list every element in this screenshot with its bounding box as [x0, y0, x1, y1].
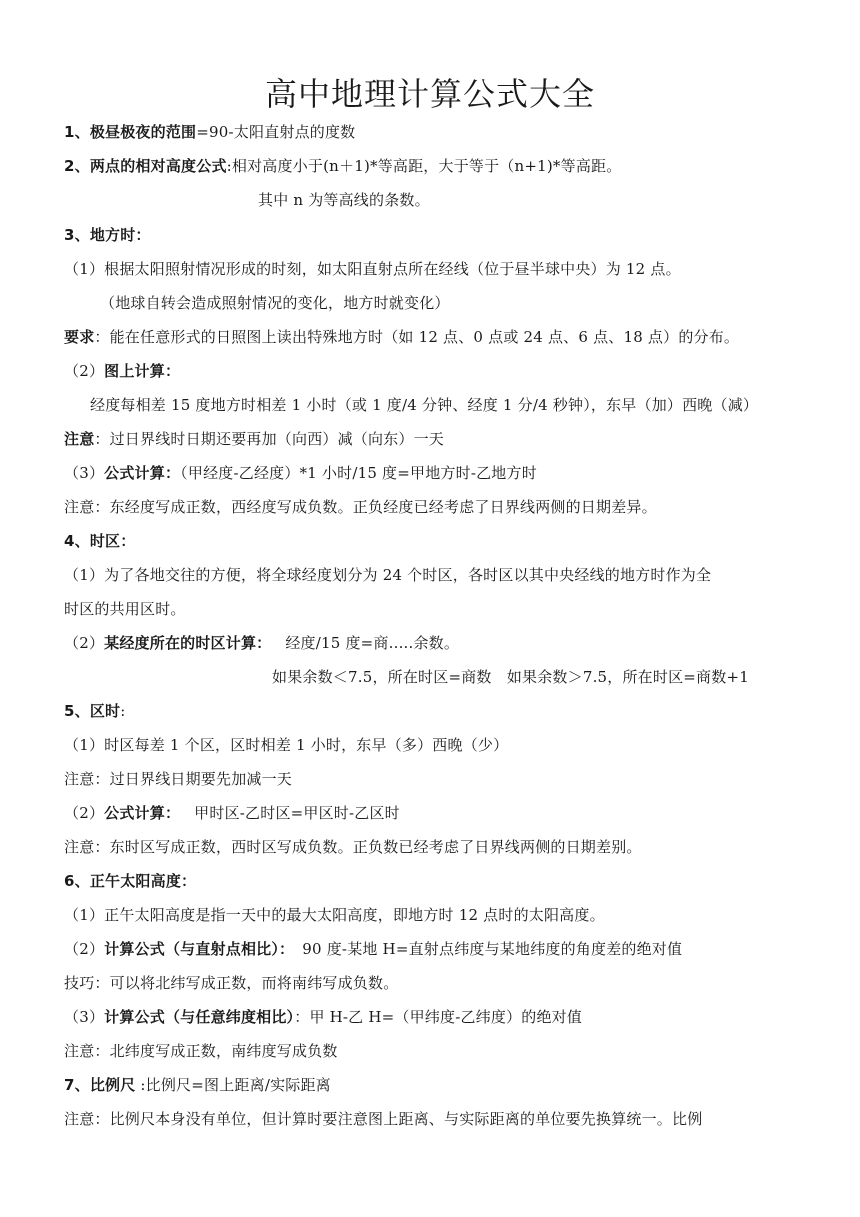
item-2-note: 其中 n 为等高线的条数。	[258, 191, 430, 209]
item-4-2-formula: （2）某经度所在的时区计算： 经度/15 度=商.....余数。	[64, 634, 460, 652]
item-3-1-note: （地球自转会造成照射情况的变化，地方时就变化）	[100, 294, 450, 312]
item-3-3-note: 注意：东经度写成正数，西经度写成负数。正负经度已经考虑了日界线两侧的日期差异。	[64, 498, 657, 516]
item-2-relative-height: 2、两点的相对高度公式:相对高度小于(n＋1)*等高距，大于等于（n+1)*等高距。	[64, 157, 622, 175]
item-6-2-tip: 技巧：可以将北纬写成正数，而将南纬写成负数。	[64, 974, 399, 992]
item-4-heading: 4、时区：	[64, 532, 136, 550]
item-3-2-text: 经度每相差 15 度地方时相差 1 小时（或 1 度/4 分钟、经度 1 分/4 秒钟），东早（加）西晚（减）	[90, 396, 759, 414]
item-5-1-note: 注意：过日界线日期要先加减一天	[64, 770, 293, 788]
item-5-1-text: （1）时区每差 1 个区，区时相差 1 小时，东早（多）西晚（少）	[64, 736, 509, 754]
item-1-polar-day-night: 1、极昼极夜的范围=90-太阳直射点的度数	[64, 123, 356, 141]
item-3-2-note: 注意：过日界线时日期还要再加（向西）减（向东）一天	[64, 430, 445, 448]
item-4-1-text: （1）为了各地交往的方便，将全球经度划分为 24 个时区，各时区以其中央经线的地方时作为全	[64, 566, 712, 584]
item-5-2-note: 注意：东时区写成正数，西时区写成负数。正负数已经考虑了日界线两侧的日期差别。	[64, 838, 642, 856]
item-5-heading: 5、区时:	[64, 702, 126, 720]
item-6-3-formula: （3）计算公式（与任意纬度相比）：甲 H-乙 H=（甲纬度-乙纬度）的绝对值	[64, 1008, 583, 1026]
item-3-1-text: （1）根据太阳照射情况形成的时刻，如太阳直射点所在经线（位于昼半球中央）为 12 点。	[64, 260, 681, 278]
item-3-2-heading: （2）图上计算：	[64, 362, 181, 380]
item-3-3-formula: （3）公式计算：（甲经度-乙经度）*1 小时/15 度=甲地方时-乙地方时	[64, 464, 537, 482]
item-6-1-text: （1）正午太阳高度是指一天中的最大太阳高度，即地方时 12 点时的太阳高度。	[64, 906, 605, 924]
item-7-scale: 7、比例尺 :比例尺=图上距离/实际距离	[64, 1076, 331, 1094]
item-6-3-note: 注意：北纬度写成正数，南纬度写成负数	[64, 1042, 338, 1060]
item-4-2-rule: 如果余数＜7.5，所在时区=商数 如果余数＞7.5，所在时区=商数+1	[272, 668, 749, 686]
item-6-2-formula: （2）计算公式（与直射点相比）： 90 度-某地 H=直射点纬度与某地纬度的角度差的绝对值	[64, 940, 683, 958]
item-3-requirement: 要求：能在任意形式的日照图上读出特殊地方时（如 12 点、0 点或 24 点、6 点、18 点）的分布。	[64, 328, 740, 346]
page-title: 高中地理计算公式大全	[264, 75, 595, 113]
item-5-2-formula: （2）公式计算： 甲时区-乙时区=甲区时-乙区时	[64, 804, 400, 822]
item-3-heading: 3、地方时：	[64, 226, 151, 244]
item-7-note: 注意：比例尺本身没有单位，但计算时要注意图上距离、与实际距离的单位要先换算统一。比例	[64, 1110, 703, 1128]
item-4-1-text-cont: 时区的共用区时。	[64, 600, 186, 618]
item-6-heading: 6、正午太阳高度：	[64, 872, 197, 890]
